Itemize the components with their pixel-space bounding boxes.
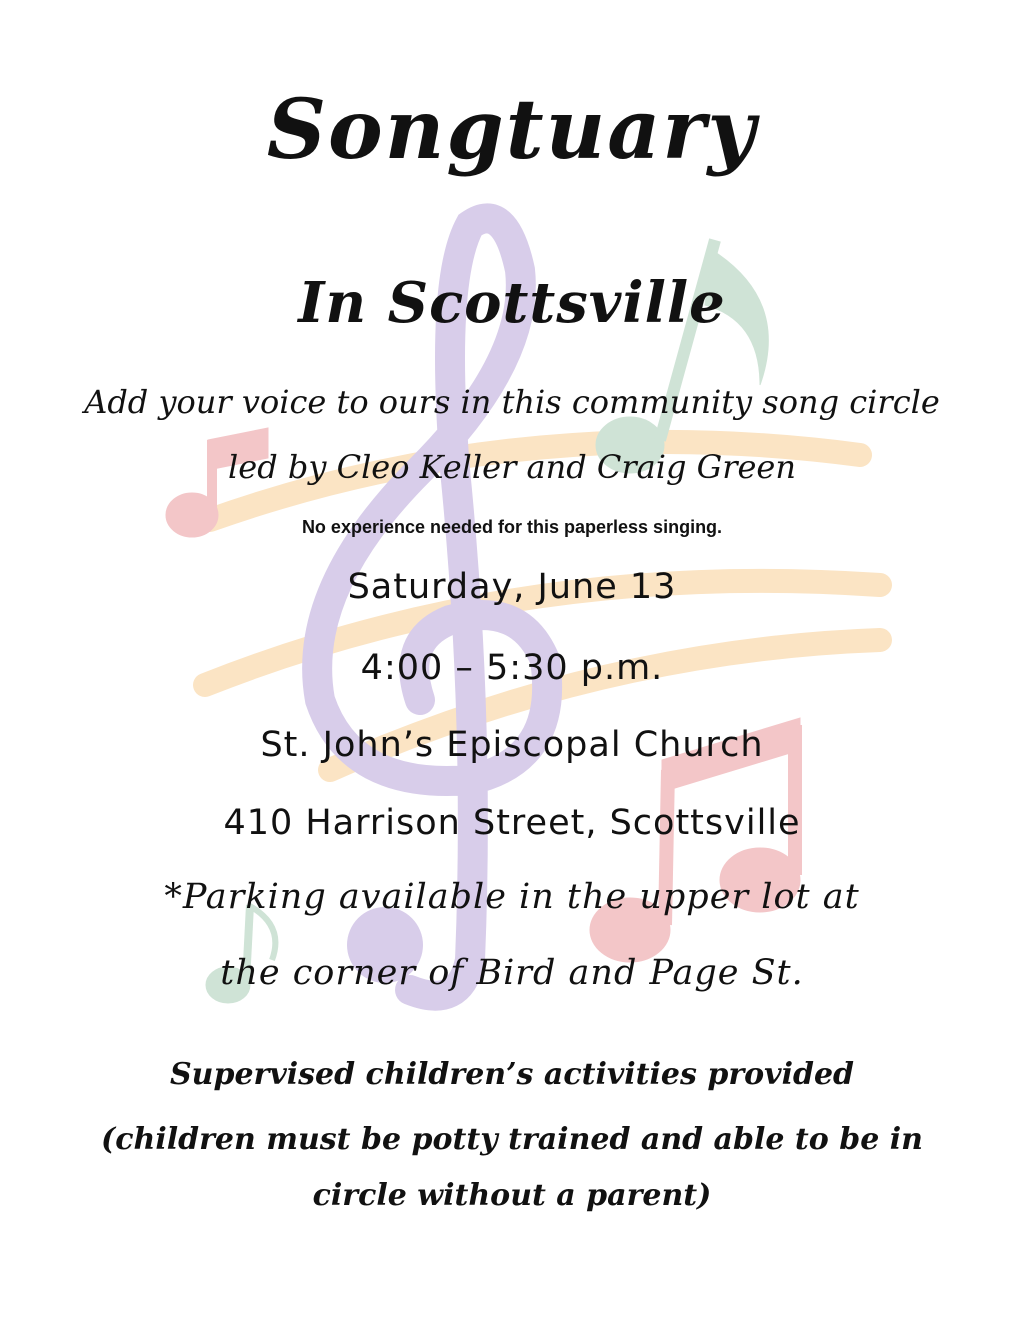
event-venue: St. John’s Episcopal Church: [260, 725, 764, 765]
event-address: 410 Harrison Street, Scottsville: [223, 803, 801, 843]
children-requirement-line: circle without a parent): [312, 1178, 712, 1213]
parking-note-line: *Parking available in the upper lot at: [164, 877, 860, 917]
children-activities-line: Supervised children’s activities provided: [169, 1057, 855, 1092]
experience-note: No experience needed for this paperless singing.: [301, 517, 723, 537]
children-requirement-line: (children must be potty trained and able to be in: [101, 1122, 923, 1157]
event-title: Songtuary: [266, 82, 758, 178]
leaders-line: led by Cleo Keller and Craig Green: [228, 448, 796, 486]
parking-note-line: the corner of Bird and Page St.: [220, 953, 804, 993]
event-time: 4:00 – 5:30 p.m.: [360, 648, 664, 688]
event-date: Saturday, June 13: [347, 567, 677, 607]
intro-line: Add your voice to ours in this community song circle: [84, 383, 940, 421]
event-subtitle: In Scottsville: [298, 270, 726, 336]
